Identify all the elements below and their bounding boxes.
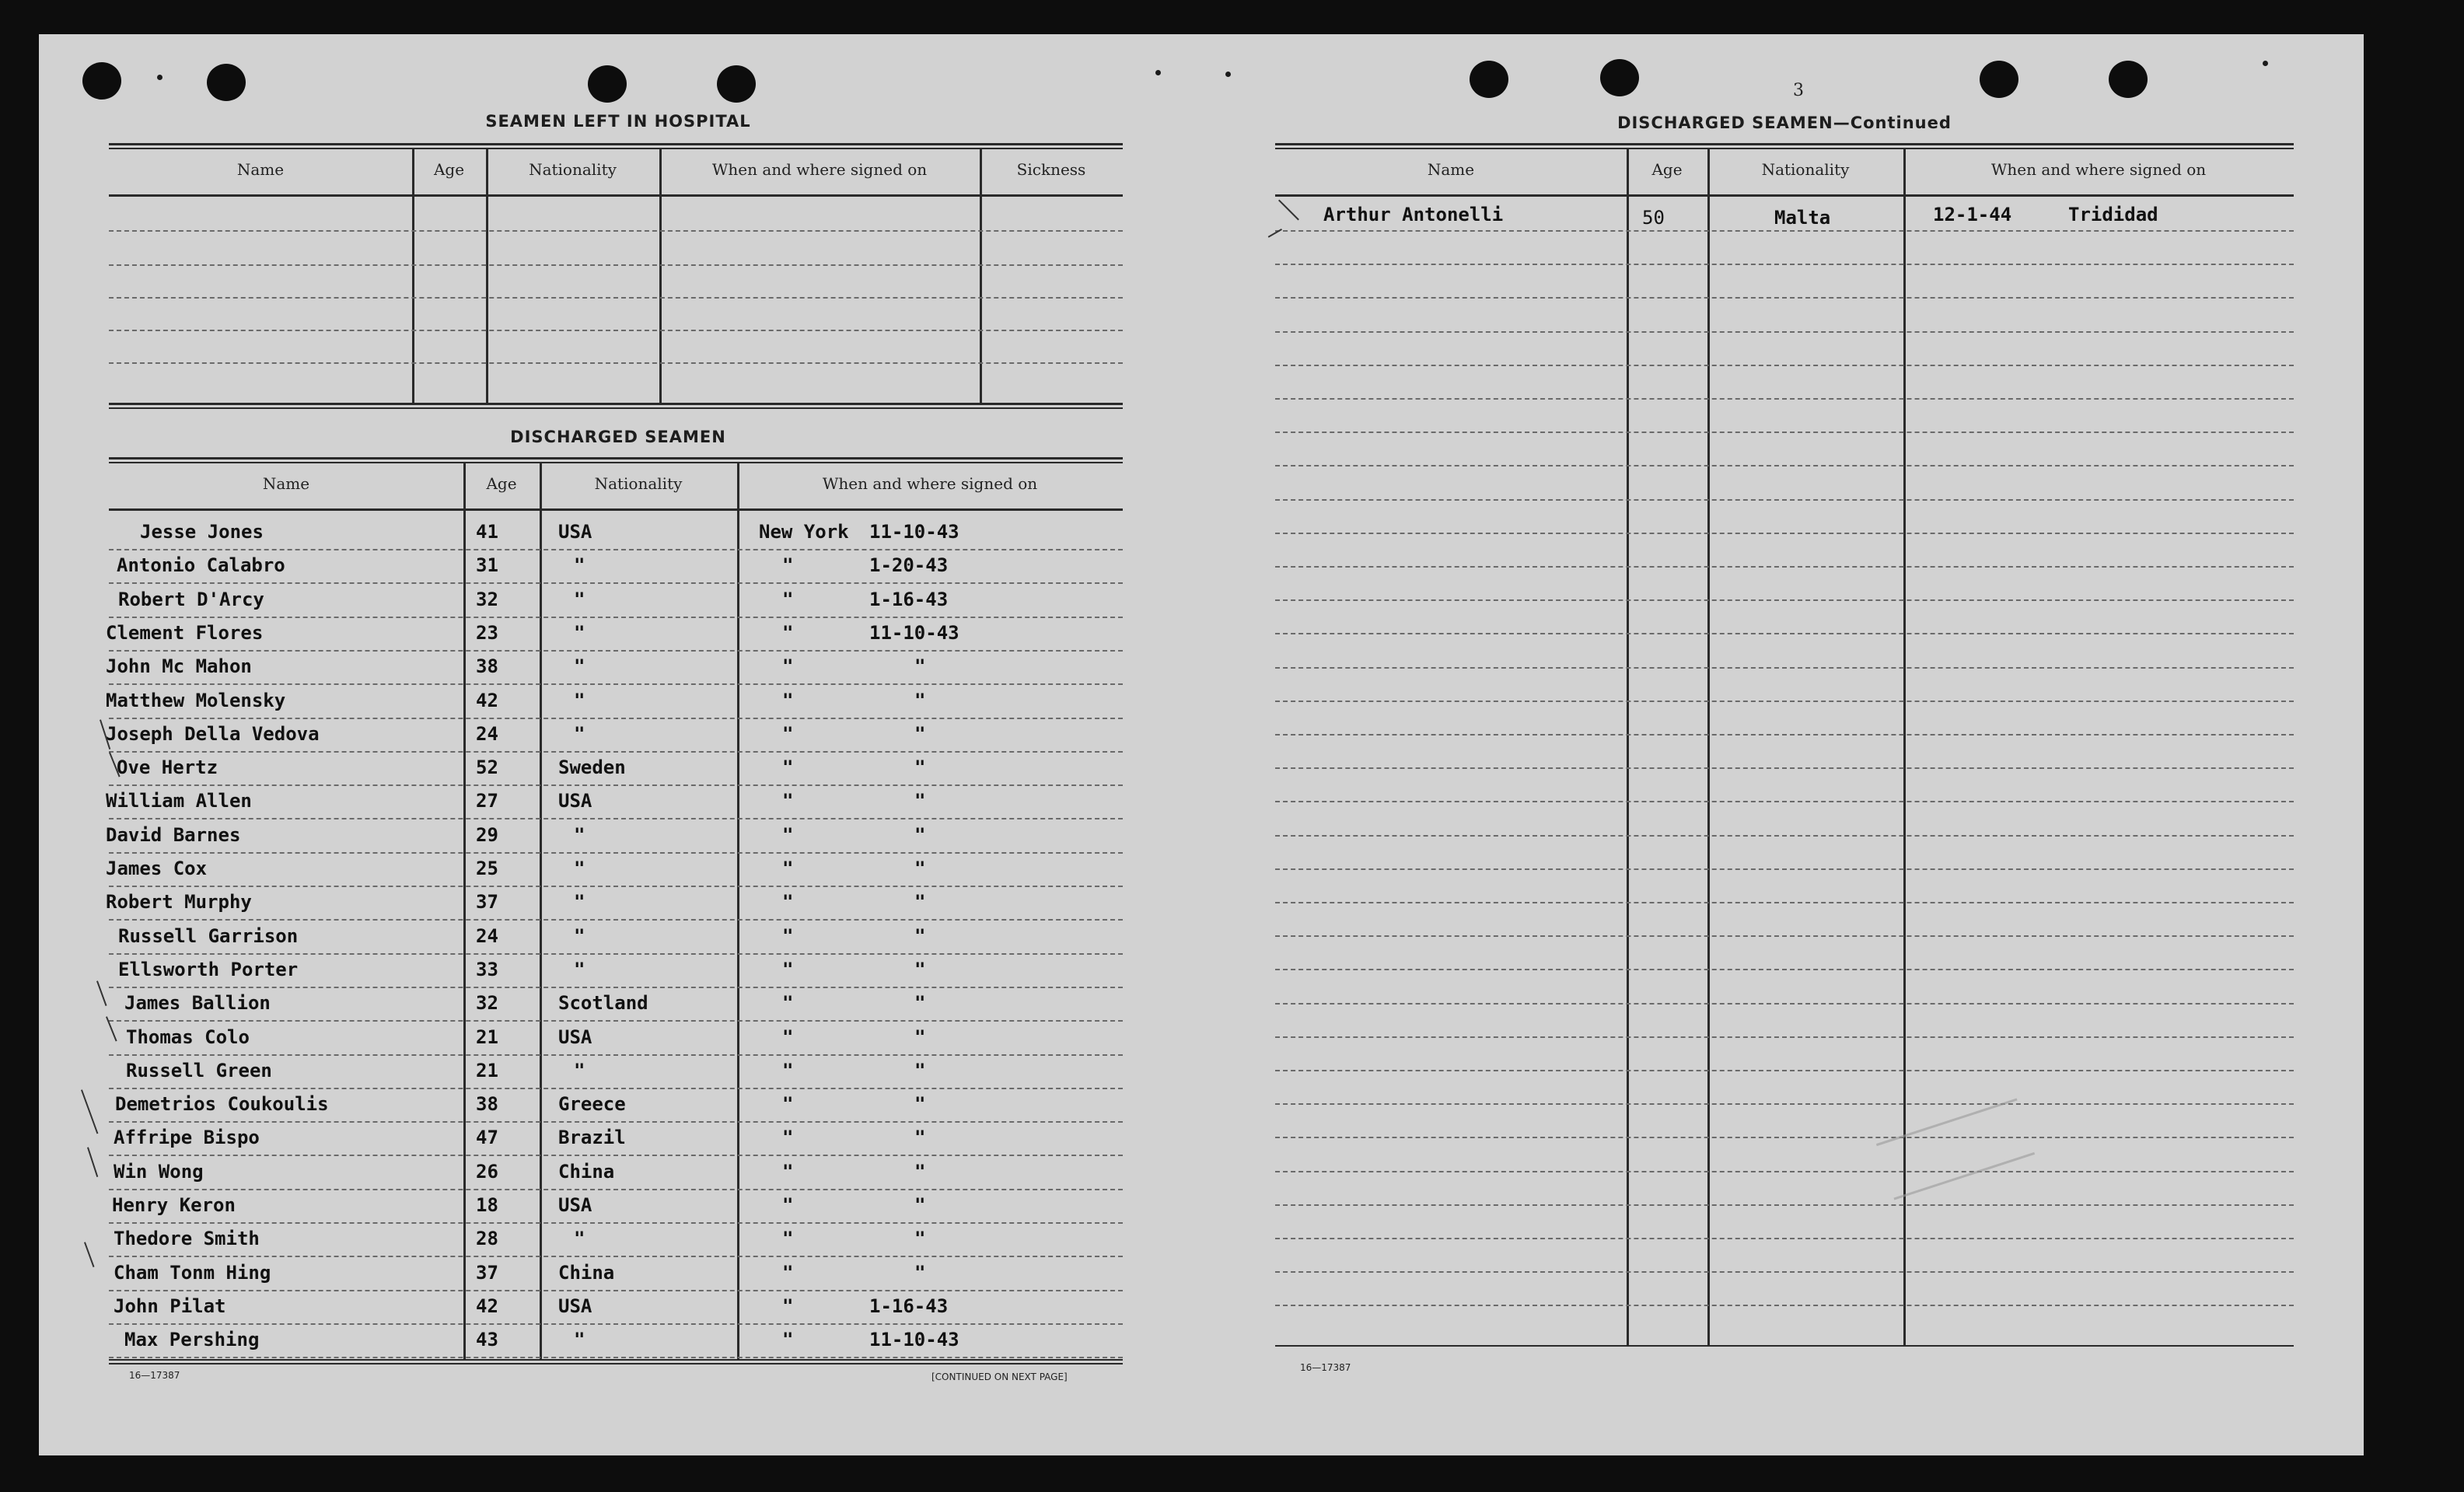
seaman-nationality: Scotland — [558, 992, 648, 1014]
signed-on-date: " — [914, 1127, 926, 1148]
punch-hole — [82, 62, 121, 100]
hospital-title: SEAMEN LEFT IN HOSPITAL — [485, 112, 751, 131]
row-line — [1275, 398, 2294, 400]
row-line — [109, 1155, 1123, 1156]
column-divider — [659, 149, 662, 403]
signed-on-place: " — [782, 1262, 794, 1284]
row-line — [109, 1256, 1123, 1257]
seaman-age: 25 — [476, 858, 498, 879]
seaman-age: 21 — [476, 1060, 498, 1081]
seaman-name: Thomas Colo — [126, 1026, 250, 1048]
rule — [109, 148, 1123, 149]
seaman-nationality: " — [574, 1060, 585, 1081]
rule — [109, 1359, 1123, 1361]
seaman-nationality: USA — [558, 1194, 592, 1216]
column-divider — [540, 463, 542, 1359]
header-age: Age — [486, 474, 517, 493]
row-line — [1275, 465, 2294, 466]
signed-on-place: " — [782, 1329, 794, 1350]
signed-on-place: " — [782, 992, 794, 1014]
seaman-nationality: " — [574, 690, 585, 711]
signed-on-date: " — [914, 690, 926, 711]
seaman-nationality: " — [574, 655, 585, 677]
row-line — [1275, 1003, 2294, 1005]
seaman-age: 26 — [476, 1161, 498, 1183]
signed-on-place: " — [782, 1026, 794, 1048]
signed-on-date: " — [914, 756, 926, 778]
signed-on-place: " — [782, 1228, 794, 1249]
column-divider — [1707, 149, 1710, 1345]
signed-on-date: 11-10-43 — [869, 1329, 959, 1350]
row-line — [1275, 902, 2294, 903]
row-line — [1275, 1103, 2294, 1105]
continued-title: DISCHARGED SEAMEN—Continued — [1617, 114, 1952, 132]
seaman-age: 32 — [476, 992, 498, 1014]
signed-on-date: 1-16-43 — [869, 589, 949, 610]
row-line — [1275, 566, 2294, 568]
header-nationality: Nationality — [1761, 160, 1850, 179]
seaman-age: 28 — [476, 1228, 498, 1249]
signed-on-place: " — [782, 655, 794, 677]
seaman-nationality: China — [558, 1262, 615, 1284]
signed-on-place: " — [782, 891, 794, 913]
seaman-age: 41 — [476, 521, 498, 543]
column-divider — [1627, 149, 1629, 1345]
seaman-nationality: USA — [558, 1026, 592, 1048]
page-number: 3 — [1793, 81, 1804, 100]
seaman-name: Win Wong — [114, 1161, 204, 1183]
row-line — [1275, 264, 2294, 265]
row-line — [109, 617, 1123, 618]
row-line — [1275, 599, 2294, 601]
seaman-nationality: Sweden — [558, 756, 626, 778]
row-line — [109, 987, 1123, 988]
row-line — [109, 953, 1123, 955]
punch-hole — [207, 64, 246, 101]
seaman-age: 50 — [1642, 207, 1665, 229]
punch-hole — [1980, 61, 2018, 98]
row-line — [109, 1020, 1123, 1022]
row-line — [1275, 935, 2294, 937]
signed-on-place: " — [782, 1060, 794, 1081]
seaman-name: Russell Garrison — [118, 925, 299, 947]
seaman-nationality: " — [574, 554, 585, 576]
row-line — [1275, 868, 2294, 870]
row-line — [109, 683, 1123, 685]
signed-on-place: " — [782, 554, 794, 576]
signed-on-date: " — [914, 723, 926, 745]
seaman-age: 43 — [476, 1329, 498, 1350]
signed-on-place: " — [782, 1295, 794, 1317]
row-line — [109, 582, 1123, 584]
row-line — [1275, 667, 2294, 669]
seaman-name: Robert Murphy — [106, 891, 252, 913]
speck — [1225, 72, 1231, 77]
document-sheet — [39, 34, 2364, 1455]
signed-on-date: " — [914, 1161, 926, 1183]
seaman-nationality: Greece — [558, 1093, 626, 1115]
header-signed-on: When and where signed on — [711, 160, 928, 179]
signed-on-place: New York — [759, 521, 849, 543]
signed-on-date: " — [914, 1093, 926, 1115]
continued-note: [CONTINUED ON NEXT PAGE] — [931, 1371, 1068, 1382]
row-line — [1275, 1238, 2294, 1239]
row-line — [109, 718, 1123, 719]
row-line — [1275, 1305, 2294, 1306]
signed-on-place: " — [782, 723, 794, 745]
seaman-nationality: " — [574, 925, 585, 947]
signed-on-place: " — [782, 1127, 794, 1148]
row-line — [109, 1054, 1123, 1056]
row-line — [1275, 801, 2294, 802]
signed-on-place: " — [782, 824, 794, 846]
row-line — [109, 264, 1123, 266]
signed-on-date: " — [914, 1228, 926, 1249]
row-line — [1275, 835, 2294, 837]
rule — [109, 407, 1123, 409]
seaman-nationality: USA — [558, 1295, 592, 1317]
header-signed-on: When and where signed on — [822, 474, 1038, 493]
signed-on-place: " — [782, 1194, 794, 1216]
header-age: Age — [433, 160, 465, 179]
row-line — [1275, 297, 2294, 299]
row-line — [1275, 365, 2294, 366]
rule — [1275, 1345, 2294, 1347]
row-line — [1275, 533, 2294, 534]
row-line — [109, 784, 1123, 786]
seaman-nationality: Brazil — [558, 1127, 626, 1148]
seaman-name: Russell Green — [126, 1060, 272, 1081]
header-age: Age — [1651, 160, 1683, 179]
header-name: Name — [236, 160, 285, 179]
seaman-age: 47 — [476, 1127, 498, 1148]
seaman-name: Ellsworth Porter — [118, 959, 299, 980]
row-line — [109, 1189, 1123, 1190]
seaman-age: 42 — [476, 690, 498, 711]
signed-on-date: " — [914, 858, 926, 879]
signed-on-place: Trididad — [2068, 204, 2158, 225]
seaman-age: 38 — [476, 655, 498, 677]
row-line — [109, 230, 1123, 232]
signed-on-place: " — [782, 756, 794, 778]
seaman-name: Jesse Jones — [140, 521, 264, 543]
seaman-nationality: Malta — [1774, 207, 1831, 229]
row-line — [109, 1121, 1123, 1123]
row-line — [109, 1323, 1123, 1325]
signed-on-place: " — [782, 1093, 794, 1115]
seaman-age: 23 — [476, 622, 498, 644]
seaman-age: 42 — [476, 1295, 498, 1317]
speck — [157, 75, 163, 80]
signed-on-place: " — [782, 925, 794, 947]
rule — [109, 143, 1123, 145]
seaman-age: 24 — [476, 925, 498, 947]
signed-on-date: 11-10-43 — [869, 521, 959, 543]
seaman-name: Cham Tonm Hing — [114, 1262, 271, 1284]
row-line — [109, 919, 1123, 921]
row-line — [109, 886, 1123, 887]
row-line — [1275, 230, 2294, 232]
row-line — [1275, 633, 2294, 634]
punch-hole — [1470, 61, 1508, 98]
header-nationality: Nationality — [594, 474, 683, 493]
seaman-age: 32 — [476, 589, 498, 610]
seaman-name: Max Pershing — [124, 1329, 260, 1350]
row-line — [1275, 432, 2294, 433]
seaman-nationality: USA — [558, 790, 592, 812]
row-line — [1275, 1204, 2294, 1206]
row-line — [109, 549, 1123, 550]
column-divider — [463, 463, 466, 1359]
signed-on-place: " — [782, 1161, 794, 1183]
seaman-age: 37 — [476, 1262, 498, 1284]
signed-on-place: " — [782, 790, 794, 812]
row-line — [1275, 767, 2294, 769]
punch-hole — [717, 65, 756, 103]
seaman-age: 38 — [476, 1093, 498, 1115]
row-line — [1275, 499, 2294, 501]
signed-on-date: " — [914, 925, 926, 947]
seaman-nationality: China — [558, 1161, 615, 1183]
form-number-right: 16—17387 — [1300, 1362, 1351, 1373]
punch-hole — [588, 65, 627, 103]
speck — [1155, 70, 1161, 75]
seaman-nationality: " — [574, 589, 585, 610]
row-line — [109, 1222, 1123, 1224]
row-line — [1275, 1070, 2294, 1071]
seaman-name: Thedore Smith — [114, 1228, 260, 1249]
seaman-name: Clement Flores — [106, 622, 264, 644]
signed-on-date: " — [914, 655, 926, 677]
signed-on-place: " — [782, 589, 794, 610]
seaman-nationality: " — [574, 891, 585, 913]
signed-on-date: " — [914, 824, 926, 846]
rule — [109, 1363, 1123, 1364]
seaman-age: 29 — [476, 824, 498, 846]
discharged-title: DISCHARGED SEAMEN — [510, 428, 726, 446]
seaman-age: 27 — [476, 790, 498, 812]
header-signed-on: When and where signed on — [1990, 160, 2207, 179]
row-line — [1275, 1271, 2294, 1273]
seaman-name: James Cox — [106, 858, 208, 879]
seaman-nationality: " — [574, 723, 585, 745]
seaman-name: John Mc Mahon — [106, 655, 252, 677]
header-nationality: Nationality — [529, 160, 617, 179]
seaman-name: David Barnes — [106, 824, 241, 846]
column-divider — [412, 149, 414, 403]
rule — [109, 508, 1123, 511]
seaman-age: 33 — [476, 959, 498, 980]
signed-on-date: " — [914, 959, 926, 980]
signed-on-date: " — [914, 1262, 926, 1284]
seaman-name: Demetrios Coukoulis — [115, 1093, 329, 1115]
seaman-nationality: " — [574, 959, 585, 980]
seaman-name: Arthur Antonelli — [1323, 204, 1504, 225]
row-line — [1275, 331, 2294, 333]
seaman-age: 31 — [476, 554, 498, 576]
seaman-nationality: " — [574, 824, 585, 846]
header-sickness: Sickness — [1016, 160, 1086, 179]
row-line — [109, 1088, 1123, 1089]
seaman-age: 18 — [476, 1194, 498, 1216]
row-line — [1275, 701, 2294, 702]
row-line — [109, 650, 1123, 652]
form-number: 16—17387 — [129, 1370, 180, 1381]
row-line — [109, 818, 1123, 819]
row-line — [109, 1357, 1123, 1358]
seaman-age: 21 — [476, 1026, 498, 1048]
row-line — [109, 1290, 1123, 1291]
seaman-name: Antonio Calabro — [117, 554, 285, 576]
signed-on-date: 1-16-43 — [869, 1295, 949, 1317]
seaman-name: William Allen — [106, 790, 252, 812]
seaman-name: John Pilat — [114, 1295, 226, 1317]
seaman-name: Ove Hertz — [117, 756, 218, 778]
column-divider — [737, 463, 739, 1359]
signed-on-place: " — [782, 858, 794, 879]
seaman-name: Henry Keron — [112, 1194, 236, 1216]
row-line — [1275, 1137, 2294, 1138]
row-line — [1275, 1171, 2294, 1172]
seaman-name: Matthew Molensky — [106, 690, 286, 711]
speck — [2263, 61, 2268, 66]
signed-on-date: " — [914, 1060, 926, 1081]
rule — [1275, 148, 2294, 149]
punch-hole — [2109, 61, 2148, 98]
signed-on-date: " — [914, 891, 926, 913]
row-line — [109, 297, 1123, 299]
signed-on-place: " — [782, 622, 794, 644]
seaman-age: 52 — [476, 756, 498, 778]
row-line — [1275, 734, 2294, 736]
seaman-nationality: " — [574, 622, 585, 644]
row-line — [109, 330, 1123, 331]
header-name: Name — [1427, 160, 1475, 179]
row-line — [1275, 1036, 2294, 1038]
rule — [109, 457, 1123, 459]
rule — [1275, 194, 2294, 197]
seaman-nationality: " — [574, 1329, 585, 1350]
signed-on-place: " — [782, 959, 794, 980]
seaman-name: Joseph Della Vedova — [106, 723, 320, 745]
seaman-age: 24 — [476, 723, 498, 745]
signed-on-date: " — [914, 790, 926, 812]
rule — [1275, 143, 2294, 145]
row-line — [109, 751, 1123, 753]
column-divider — [980, 149, 982, 403]
seaman-name: Robert D'Arcy — [118, 589, 264, 610]
rule — [109, 462, 1123, 463]
row-line — [109, 852, 1123, 854]
signed-on-place: " — [782, 690, 794, 711]
signed-on-date: 11-10-43 — [869, 622, 959, 644]
seaman-nationality: " — [574, 1228, 585, 1249]
signed-on-date: 12-1-44 — [1933, 204, 2012, 225]
row-line — [1275, 969, 2294, 970]
seaman-nationality: " — [574, 858, 585, 879]
punch-hole — [1600, 59, 1639, 96]
seaman-nationality: USA — [558, 521, 592, 543]
header-name: Name — [262, 474, 310, 493]
rule — [109, 194, 1123, 197]
seaman-name: Affripe Bispo — [114, 1127, 260, 1148]
signed-on-date: " — [914, 992, 926, 1014]
row-line — [109, 362, 1123, 364]
seaman-name: James Ballion — [124, 992, 271, 1014]
rule — [109, 403, 1123, 405]
signed-on-date: " — [914, 1026, 926, 1048]
column-divider — [486, 149, 488, 403]
signed-on-date: 1-20-43 — [869, 554, 949, 576]
signed-on-date: " — [914, 1194, 926, 1216]
seaman-age: 37 — [476, 891, 498, 913]
